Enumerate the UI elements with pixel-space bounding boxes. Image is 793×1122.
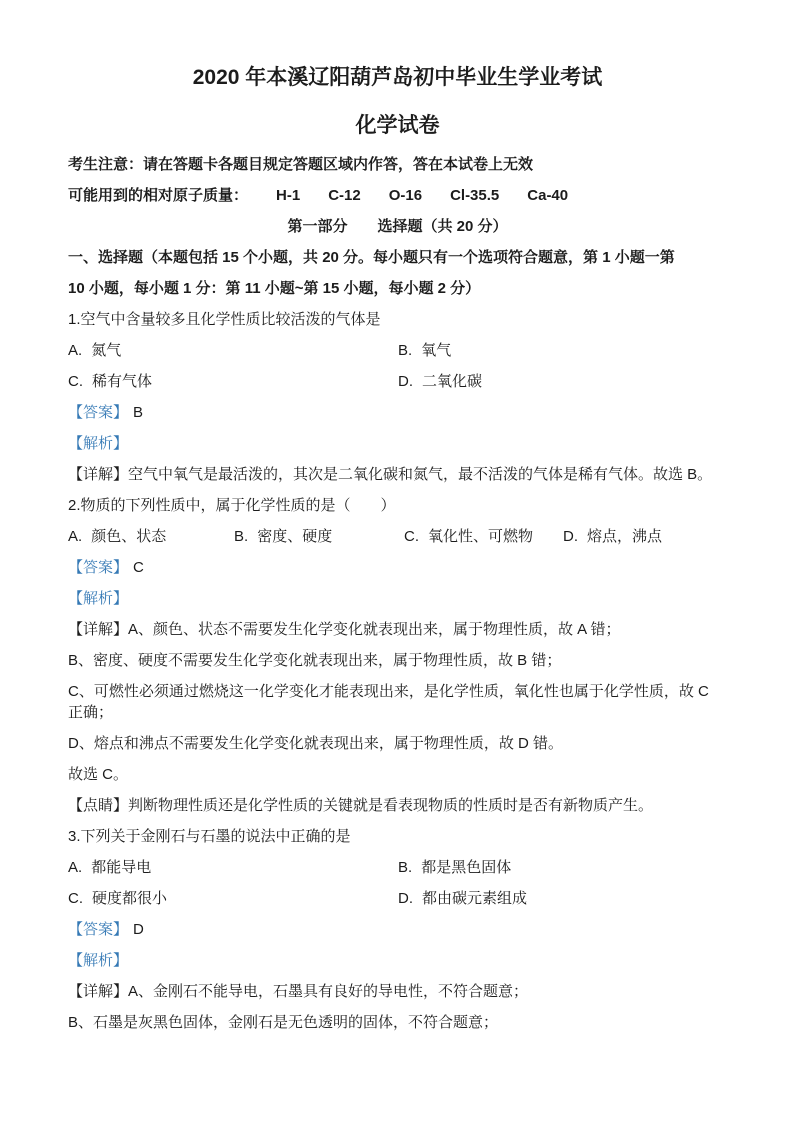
option-letter: A. xyxy=(68,342,83,359)
question-stem: 3.下列关于金刚石与石墨的说法中正确的是 xyxy=(68,828,351,845)
analysis-label: 【解析】 xyxy=(68,952,129,969)
answer-line xyxy=(68,557,727,578)
explanation-line: D、熔点和沸点不需要发生化学变化就表现出来，属于物理性质，故 D 错。 xyxy=(68,735,564,752)
option-row xyxy=(68,857,727,878)
option-text: 颜色、状态 xyxy=(91,528,167,545)
section-part-label: 第一部分 xyxy=(287,218,348,235)
option-letter: C. xyxy=(68,890,83,907)
option-row xyxy=(68,888,727,909)
option-row xyxy=(68,371,727,392)
question-block-2 xyxy=(68,495,727,816)
analysis-label: 【解析】 xyxy=(68,590,129,607)
exam-title: 2020 年本溪辽阳葫芦岛初中毕业生学业考试 xyxy=(192,66,603,89)
option-text: 硬度都很小 xyxy=(92,890,168,907)
option-letter: A. xyxy=(68,859,83,876)
option-d xyxy=(563,526,662,547)
exam-subtitle: 化学试卷 xyxy=(355,114,440,137)
option-b xyxy=(398,857,511,878)
question-block-3 xyxy=(68,826,727,1033)
candidate-notice: 考生注意：请在答题卡各题目规定答题区域内作答，答在本试卷上无效 xyxy=(68,156,534,173)
option-b xyxy=(234,526,404,547)
option-c xyxy=(68,371,398,392)
question-stem: 2.物质的下列性质中，属于化学性质的是（ ） xyxy=(68,497,396,514)
tip-line: 【点睛】判断物理性质还是化学性质的关键就是看表现物质的性质时是否有新物质产生。 xyxy=(68,797,654,814)
option-letter: D. xyxy=(398,890,413,907)
explanation-line: 【详解】A、金刚石不能导电，石墨具有良好的导电性，不符合题意； xyxy=(68,983,529,1000)
answer-label: 【答案】 xyxy=(68,921,129,938)
atomic-mass-value: C-12 xyxy=(328,187,361,204)
option-c xyxy=(404,526,563,547)
option-text: 密度、硬度 xyxy=(257,528,333,545)
option-letter: C. xyxy=(404,528,419,545)
question-block-1 xyxy=(68,309,727,485)
section-intro-line: 一、选择题（本题包括 15 个小题，共 20 分。每小题只有一个选项符合题意，第 1 小题一第 xyxy=(68,249,675,266)
atomic-mass-label: 可能用到的相对原子质量： xyxy=(68,187,249,204)
option-text: 氧化性、可燃物 xyxy=(428,528,534,545)
atomic-mass-line xyxy=(68,185,727,206)
option-text: 熔点，沸点 xyxy=(587,528,663,545)
option-letter: D. xyxy=(563,528,578,545)
option-row xyxy=(68,526,727,547)
answer-line xyxy=(68,402,727,423)
option-a xyxy=(68,526,234,547)
explanation-line: C、可燃性必须通过燃烧这一化学变化才能表现出来，是化学性质，氧化性也属于化学性质，故 C 正确； xyxy=(68,683,709,721)
answer-value: D xyxy=(133,921,144,938)
option-text: 都能导电 xyxy=(91,859,152,876)
atomic-mass-value: Ca-40 xyxy=(527,187,569,204)
option-letter: C. xyxy=(68,373,83,390)
option-b xyxy=(398,340,451,361)
explanation-line: B、密度、硬度不需要发生化学变化就表现出来，属于物理性质，故 B 错； xyxy=(68,652,562,669)
atomic-mass-value: O-16 xyxy=(388,187,423,204)
option-text: 都由碳元素组成 xyxy=(422,890,528,907)
section-title-label: 选择题（共 20 分） xyxy=(377,218,508,235)
option-row xyxy=(68,340,727,361)
answer-label: 【答案】 xyxy=(68,559,129,576)
option-letter: A. xyxy=(68,528,83,545)
option-letter: D. xyxy=(398,373,413,390)
option-text: 氧气 xyxy=(421,342,452,359)
section-intro-line: 10 小题，每小题 1 分：第 11 小题~第 15 小题，每小题 2 分） xyxy=(68,280,481,297)
explanation-line: B、石墨是灰黑色固体，金刚石是无色透明的固体，不符合题意； xyxy=(68,1014,499,1031)
answer-value: C xyxy=(133,559,144,576)
option-text: 稀有气体 xyxy=(92,373,153,390)
answer-value: B xyxy=(133,404,144,421)
option-letter: B. xyxy=(398,859,413,876)
option-c xyxy=(68,888,398,909)
section-header xyxy=(68,216,727,237)
option-letter: B. xyxy=(234,528,249,545)
option-d xyxy=(398,371,482,392)
option-text: 氮气 xyxy=(91,342,122,359)
answer-label: 【答案】 xyxy=(68,404,129,421)
option-letter: B. xyxy=(398,342,413,359)
explanation-line: 故选 C。 xyxy=(68,766,129,783)
explanation-line: 【详解】A、颜色、状态不需要发生化学变化就表现出来，属于物理性质，故 A 错； xyxy=(68,621,621,638)
question-stem: 1.空气中含量较多且化学性质比较活泼的气体是 xyxy=(68,311,381,328)
atomic-mass-value: H-1 xyxy=(276,187,301,204)
option-text: 都是黑色固体 xyxy=(421,859,512,876)
atomic-mass-value: Cl-35.5 xyxy=(450,187,500,204)
option-a xyxy=(68,857,398,878)
analysis-label: 【解析】 xyxy=(68,435,129,452)
answer-line xyxy=(68,919,727,940)
option-a xyxy=(68,340,398,361)
option-d xyxy=(398,888,527,909)
option-text: 二氧化碳 xyxy=(422,373,483,390)
explanation-line: 【详解】空气中氧气是最活泼的，其次是二氧化碳和氮气，最不活泼的气体是稀有气体。故选 B。 xyxy=(68,466,713,483)
